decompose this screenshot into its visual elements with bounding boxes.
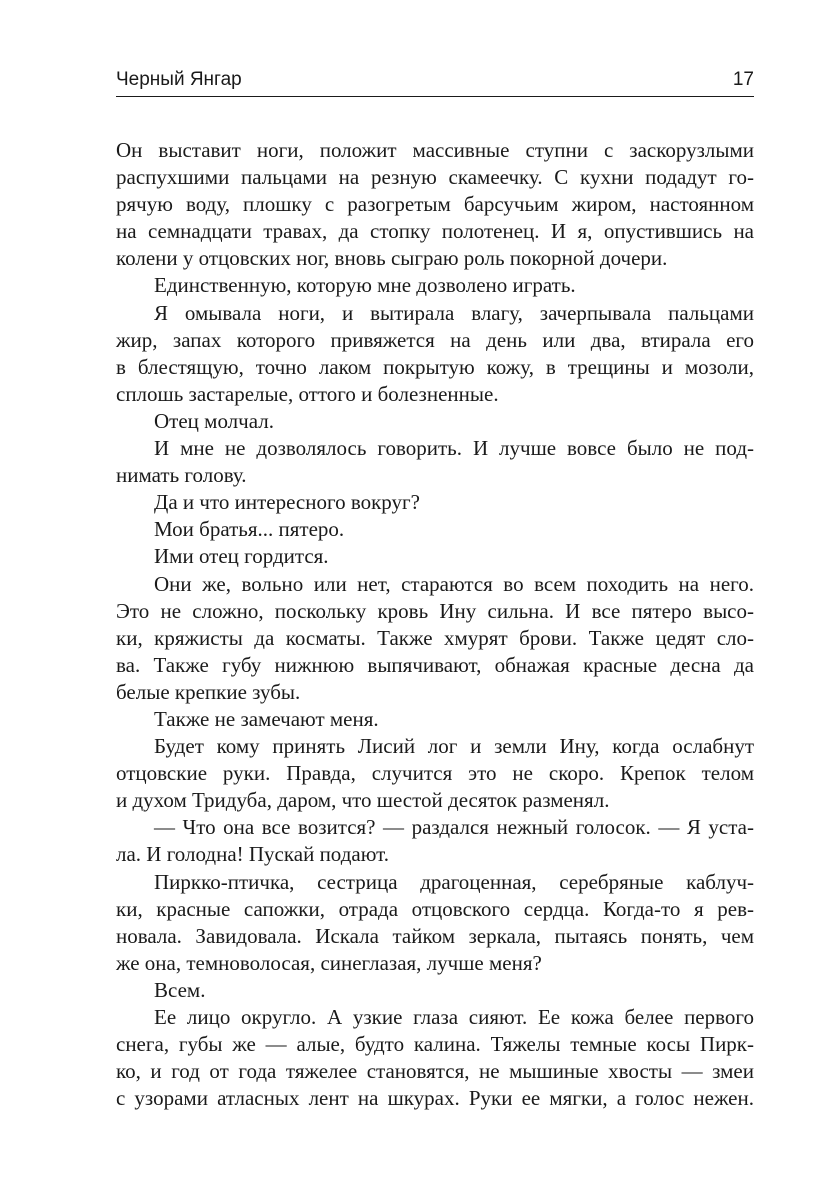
text-line: сплошь застарелые, оттого и болезненные. (116, 381, 499, 406)
text-line: Ее лицо округло. А узкие глаза сияют. Ее кожа белее первого (154, 1005, 754, 1029)
text-line: Он выставит ноги, положит массивные ступни с заскорузлыми (116, 138, 754, 162)
text-line: и духом Тридуба, даром, что шестой десяток разменял. (116, 788, 610, 813)
text-line: в блестящую, точно лаком покрытую кожу, в трещины и мозоли, (116, 354, 754, 379)
text-line: Всем. (154, 977, 206, 1002)
text-line: жир, запах которого привяжется на день или два, втирала его (116, 327, 754, 352)
page-number: 17 (732, 69, 754, 90)
text-line: ла. И голодна! Пускай подают. (116, 842, 389, 867)
text-line: на семнадцати травах, да стопку полотенец. И я, опустившись на (116, 219, 754, 244)
text-line: Да и что интересного вокруг? (154, 490, 420, 515)
text-line: ва. Также губу нижнюю выпячивают, обнажая красные десна да (116, 652, 754, 677)
text-line: белые крепкие зубы. (116, 679, 301, 704)
text-line: Единственную, которую мне дозволено играть. (154, 273, 576, 298)
text-line: Отец молчал. (154, 408, 274, 433)
text-line: с узорами атласных лент на шкурах. Руки ее мягки, а голос нежен. (116, 1086, 754, 1111)
text-line: Это не сложно, поскольку кровь Ину сильна. И все пятеро высо- (116, 598, 754, 623)
text-line: распухшими пальцами на резную скамеечку. С кухни подадут го- (116, 165, 754, 190)
text-line: — Что она все возится? — раздался нежный голосок. — Я уста- (154, 815, 754, 840)
running-header (116, 68, 754, 97)
text-line: ко, и год от года тяжелее становятся, не мышиные хвосты — змеи (116, 1059, 754, 1084)
text-line: отцовские руки. Правда, случится это не скоро. Крепок телом (116, 761, 754, 786)
text-line: ки, кряжисты да косматы. Также хмурят брови. Также цедят сло- (116, 625, 754, 650)
text-line: же она, темноволосая, синеглазая, лучше меня? (116, 950, 542, 975)
book-title: Черный Янгар (116, 69, 242, 90)
text-line: новала. Завидовала. Искала тайком зеркала, пытаясь понять, чем (116, 923, 754, 948)
text-line: Они же, вольно или нет, стараются во всем походить на него. (154, 571, 754, 596)
text-line: ки, красные сапожки, отрада отцовского сердца. Когда-то я рев- (116, 896, 754, 921)
text-line: Я омывала ноги, и вытирала влагу, зачерпывала пальцами (154, 300, 754, 325)
text-line: Будет кому принять Лисий лог и земли Ину, когда ослабнут (154, 734, 754, 759)
text-line: колени у отцовских ног, вновь сыграю роль покорной дочери. (116, 246, 668, 271)
text-line: Ими отец гордится. (154, 544, 329, 569)
text-line: Пиркко-птичка, сестрица драгоценная, серебряные каблуч- (154, 869, 754, 894)
text-line: И мне не дозволялось говорить. И лучше вовсе было не под- (154, 436, 754, 461)
text-line: рячую воду, плошку с разогретым барсучьим жиром, настоянном (116, 192, 754, 217)
text-line: снега, губы же — алые, будто калина. Тяжелы темные косы Пирк- (116, 1032, 754, 1057)
text-line: Мои братья... пятеро. (154, 517, 345, 542)
body-text (116, 137, 754, 1112)
text-line: Также не замечают меня. (154, 706, 379, 731)
text-line: нимать голову. (116, 463, 247, 488)
